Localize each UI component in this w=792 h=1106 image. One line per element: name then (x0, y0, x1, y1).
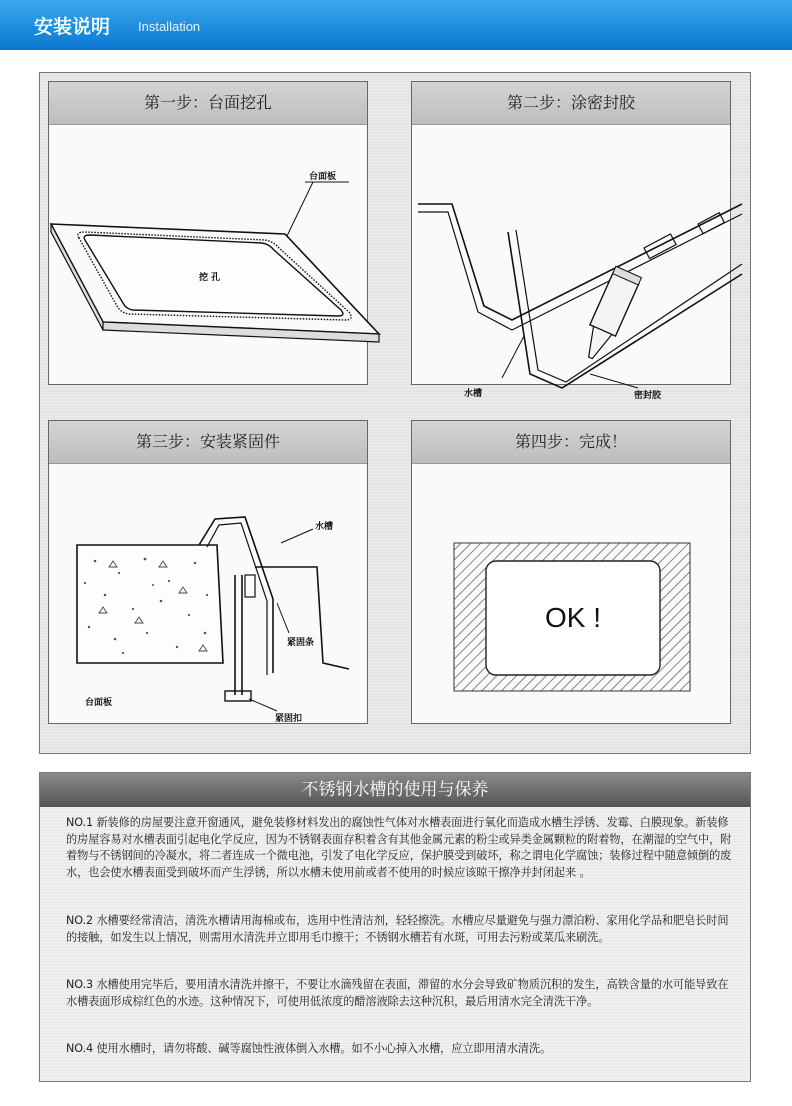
clip-label: 紧固扣 (275, 714, 303, 724)
fastener-clip (225, 691, 251, 701)
step-1-title: 第一步：台面挖孔 (49, 82, 367, 125)
step-2-title: 第二步：涂密封胶 (412, 82, 730, 125)
countertop-label: 台面板 (85, 698, 113, 708)
sink-label: 水槽 (464, 389, 483, 399)
section-header (0, 0, 792, 50)
countertop-edge (418, 204, 742, 320)
step-3-illustration (49, 463, 367, 723)
sealant-label: 密封胶 (634, 391, 662, 401)
step-4-panel (411, 420, 731, 724)
sink-label: 水槽 (315, 522, 334, 532)
installation-steps-frame (39, 72, 751, 754)
care-item-4: NO.4 使用水槽时，请勿将酸、碱等腐蚀性液体倒入水槽。如不小心掉入水槽，应立即用清水清洗。 (66, 1042, 552, 1055)
sealant-tube (578, 266, 642, 363)
section-title-cn: 安装说明 (34, 16, 111, 38)
care-item-1: NO.1 新装修的房屋要注意开窗通风，避免装修材料发出的腐蚀性气体对水槽表面进行氧化而造成水槽生浮锈、发霉、白膜现象。新装修的房屋容易对水槽表面引起电化学反应，因为不锈钢表面存积着含有其他金属元素的粉尘或异类金属颗粒的附着物，在潮湿的空气中，附着物与不锈钢间的冷凝水，将二者连成一个微电池，引发了电化学反应，保护膜受到破坏，称之谓电化学腐蚀；装修过程中随意倾倒的废水，也会使水槽表面受到破坏而产生浮锈，所以水槽未使用前或者不使用的时候应该晾干擦净并封闭起来 。 (66, 816, 732, 879)
hole-label: 挖 孔 (199, 273, 221, 283)
step-1-illustration (49, 124, 367, 384)
strip-label: 紧固条 (287, 638, 315, 648)
care-item-2: NO.2 水槽要经常清洁，清洗水槽请用海棉或布，选用中性清洁剂，轻轻擦洗。水槽应尽量避免与强力漂泊粉、家用化学品和肥皂长时间的接触，如发生以上情况，则需用水清洗并立即用毛巾擦干；不锈钢水槽若有水斑，可用去污粉或菜瓜来刷洗。 (66, 914, 729, 944)
step-3-title: 第三步：安装紧固件 (49, 421, 367, 464)
step-2-panel (411, 81, 731, 401)
step-1-panel (48, 81, 368, 385)
care-title: 不锈钢水槽的使用与保养 (40, 773, 750, 807)
fastener-strip (245, 575, 255, 597)
step-4-illustration (412, 463, 730, 723)
countertop-label: 台面板 (309, 172, 337, 182)
care-item-3: NO.3 水槽使用完毕后，要用清水清洗并擦干，不要让水滴残留在表面，滞留的水分会导致矿物质沉积的发生，高铁含量的水可能导致在水槽表面形成棕红色的水迹。这种情况下，可使用低浓度的醋溶液除去这种沉积，最后用清水完全清洗干净。 (66, 978, 729, 1008)
step-4-title: 第四步：完成！ (412, 421, 730, 464)
section-title-en: Installation (138, 19, 201, 34)
step-2-illustration (412, 124, 730, 401)
step-3-panel (48, 420, 368, 724)
ok-text: OK ! (544, 602, 602, 633)
countertop-block (77, 545, 223, 663)
care-section (39, 772, 751, 1082)
